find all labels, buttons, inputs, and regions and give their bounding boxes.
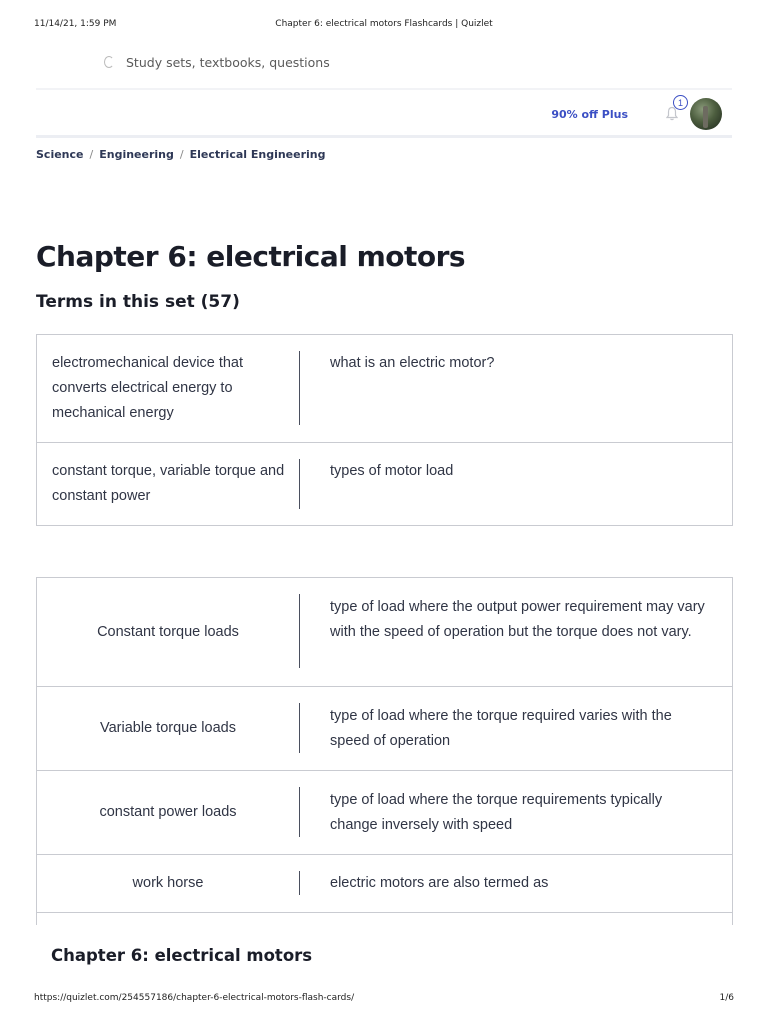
definition-text: type of load where the torque required varies with the speed of operation xyxy=(330,708,672,749)
term-row xyxy=(37,443,732,525)
nav-divider-top xyxy=(36,88,732,90)
avatar[interactable] xyxy=(690,98,722,130)
page-title: Chapter 6: electrical motors xyxy=(36,240,466,273)
print-url: https://quizlet.com/254557186/chapter-6-electrical-motors-flash-cards/ xyxy=(34,993,355,1003)
definition-text: type of load where the output power requirement may vary with the speed of operation but the torque does not vary. xyxy=(330,599,705,640)
definition-text: types of motor load xyxy=(330,463,454,479)
breadcrumb-electrical-engineering[interactable]: Electrical Engineering xyxy=(189,148,326,161)
set-footer-title: Chapter 6: electrical motors xyxy=(51,946,313,965)
search-icon xyxy=(104,56,114,68)
term-row xyxy=(37,771,732,855)
term-text: Variable torque loads xyxy=(100,720,236,736)
term-divider xyxy=(299,787,300,837)
term-divider xyxy=(299,703,300,753)
breadcrumb xyxy=(36,148,326,161)
top-nav-bar xyxy=(36,88,732,138)
definition-text: type of load where the torque requirements typically change inversely with speed xyxy=(330,792,663,833)
term-text: Constant torque loads xyxy=(97,624,239,640)
search-input[interactable] xyxy=(126,55,386,70)
term-row xyxy=(37,335,732,443)
notification-badge[interactable]: 1 xyxy=(673,95,688,110)
search-bar[interactable] xyxy=(104,52,386,72)
breadcrumb-science[interactable]: Science xyxy=(36,148,84,161)
term-row xyxy=(37,578,732,687)
term-text: constant power loads xyxy=(99,804,237,820)
terms-card-group xyxy=(36,577,733,925)
print-datetime: 11/14/21, 1:59 PM xyxy=(34,19,117,29)
term-text: electromechanical device that converts electrical energy to mechanical energy xyxy=(52,355,244,421)
term-divider xyxy=(299,351,300,425)
upgrade-plus-link[interactable]: 90% off Plus xyxy=(551,108,628,121)
terms-card-group xyxy=(36,334,733,526)
term-text: work horse xyxy=(132,875,204,891)
definition-text: what is an electric motor? xyxy=(330,355,495,371)
definition-text: electric motors are also termed as xyxy=(330,875,549,891)
nav-divider-bottom xyxy=(36,135,732,138)
print-page-number: 1/6 xyxy=(719,993,734,1003)
print-header xyxy=(34,19,734,31)
term-divider xyxy=(299,871,300,895)
terms-heading: Terms in this set (57) xyxy=(36,292,240,312)
term-divider xyxy=(299,594,300,668)
breadcrumb-separator: / xyxy=(89,148,94,161)
breadcrumb-engineering[interactable]: Engineering xyxy=(99,148,174,161)
term-row xyxy=(37,855,732,913)
breadcrumb-separator: / xyxy=(179,148,184,161)
term-text: constant torque, variable torque and constant power xyxy=(52,463,285,504)
term-row xyxy=(37,687,732,771)
print-page-title: Chapter 6: electrical motors Flashcards | Quizlet xyxy=(275,19,493,29)
term-divider xyxy=(299,459,300,509)
